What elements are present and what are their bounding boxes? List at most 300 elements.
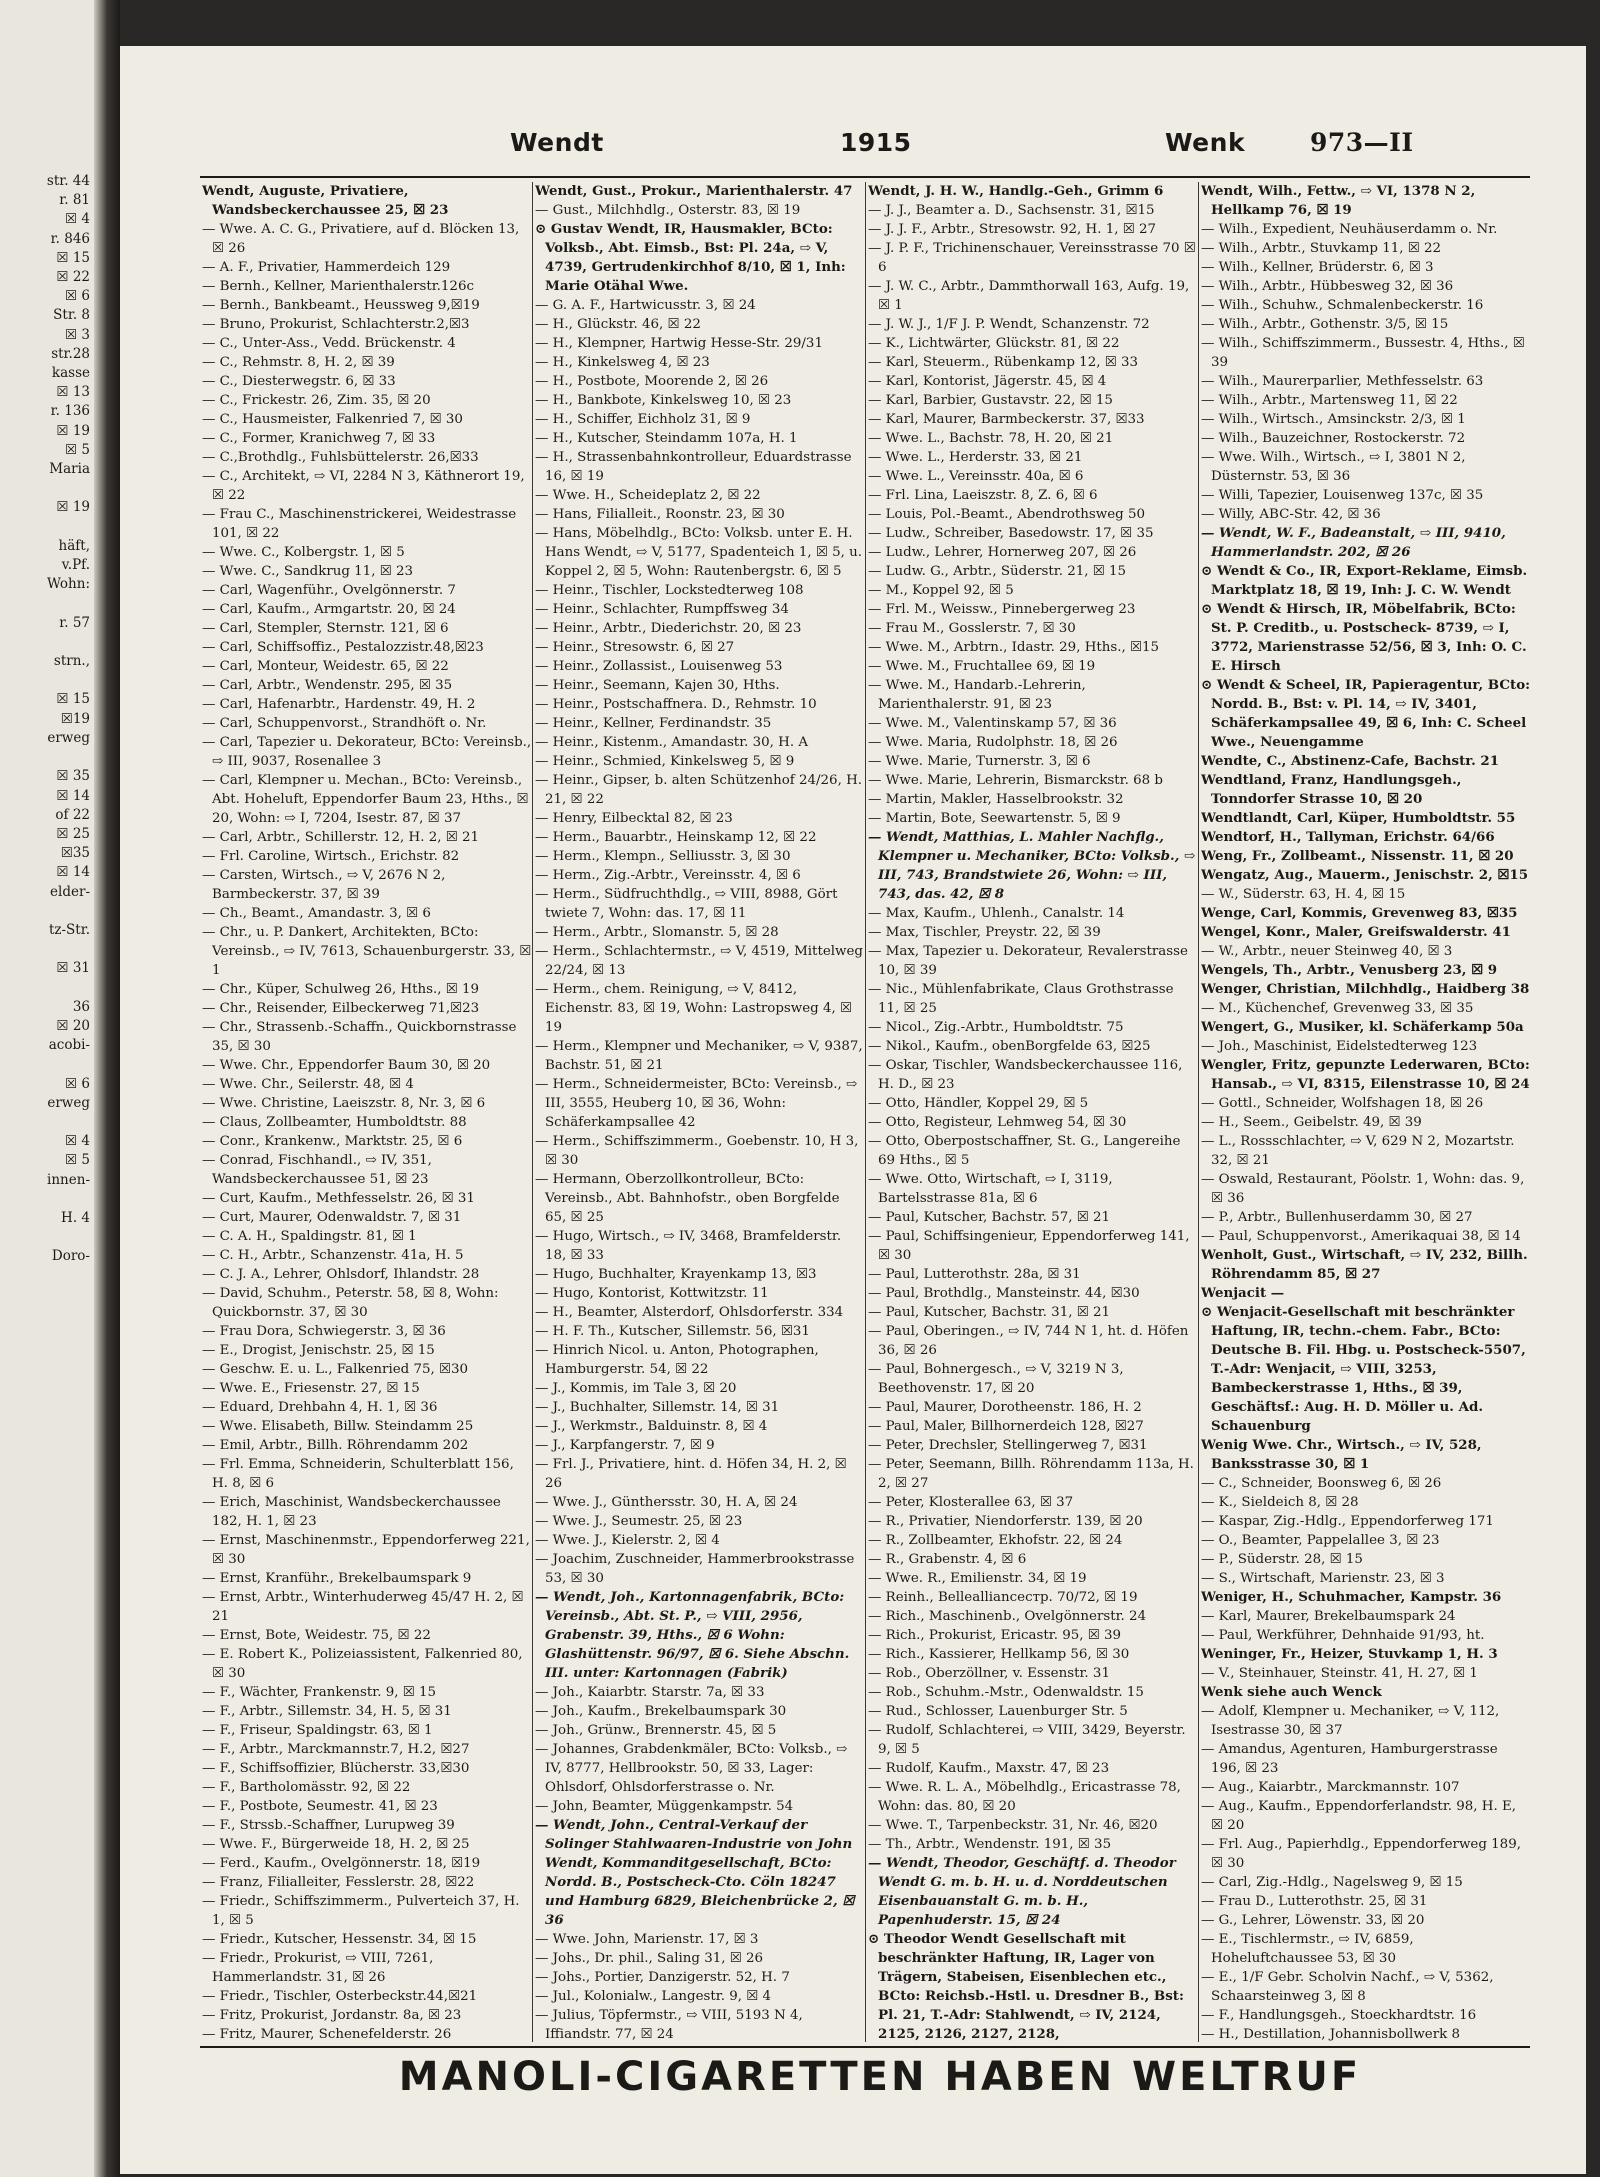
directory-entry: — Carl, Zig.-Hdlg., Nagelsweg 9, ☒ 15 xyxy=(1201,1875,1463,1890)
directory-entry: — Wilh., Expedient, Neuhäuserdamm o. Nr. xyxy=(1201,222,1498,237)
directory-entry: — Joh., Maschinist, Eidelstedterweg 123 xyxy=(1201,1039,1478,1054)
directory-entry: — Wwe. H., Scheideplatz 2, ☒ 22 xyxy=(535,488,761,503)
directory-entry: Wendt, Gust., Prokur., Marienthalerstr. 47 xyxy=(535,183,853,199)
directory-entry: — Ch., Beamt., Amandastr. 3, ☒ 6 xyxy=(202,906,431,921)
directory-entry: — Wilh., Arbtr., Gothenstr. 3/5, ☒ 15 xyxy=(1201,317,1449,332)
directory-entry: — Wwe. R., Emilienstr. 34, ☒ 19 xyxy=(868,1571,1087,1586)
header-rule xyxy=(200,176,1530,178)
directory-entry: — F., Wächter, Frankenstr. 9, ☒ 15 xyxy=(202,1685,437,1700)
directory-entry: — Chr., Küper, Schulweg 26, Hths., ☒ 19 xyxy=(202,982,480,997)
header-last-name: Wenk xyxy=(1165,128,1246,157)
directory-entry: — Wilh., Bauzeichner, Rostockerstr. 72 xyxy=(1201,431,1466,446)
facing-page-line: ☒35 xyxy=(60,845,90,862)
directory-entry: — A. F., Privatier, Hammerdeich 129 xyxy=(202,260,451,275)
directory-entry: — Wwe. J., Günthersstr. 30, H. A, ☒ 24 xyxy=(535,1495,798,1510)
facing-page-line: ☒19 xyxy=(60,710,90,727)
column-3 xyxy=(868,182,1198,2042)
directory-entry: — Paul, Kutscher, Bachstr. 31, ☒ 21 xyxy=(868,1305,1111,1320)
directory-entry: — Ernst, Arbtr., Winterhuderweg 45/47 H. 2, ☒ 21 xyxy=(202,1590,524,1624)
directory-entry: — K., Lichtwärter, Glückstr. 81, ☒ 22 xyxy=(868,336,1120,351)
directory-entry: — Heinr., Postschaffnera. D., Rehmstr. 10 xyxy=(535,697,817,712)
directory-entry: — F., Friseur, Spaldingstr. 63, ☒ 1 xyxy=(202,1723,433,1738)
directory-entry: — Herm., Klempn., Selliusstr. 3, ☒ 30 xyxy=(535,849,791,864)
directory-entry: Wenger, Christian, Milchhdlg., Haidberg 38 xyxy=(1201,981,1530,997)
directory-entry: — C. J. A., Lehrer, Ohlsdorf, Ihlandstr. 28 xyxy=(202,1267,480,1282)
directory-entry: Wendtorf, H., Tallyman, Erichstr. 64/66 xyxy=(1201,829,1495,845)
facing-page-line: erweg xyxy=(47,729,90,746)
directory-entry: — Frau D., Lutterothstr. 25, ☒ 31 xyxy=(1201,1894,1428,1909)
directory-entry: — Paul, Schuppenvorst., Amerikaquai 38, ☒ 14 xyxy=(1201,1229,1521,1244)
directory-entry: — Karl, Kontorist, Jägerstr. 45, ☒ 4 xyxy=(868,374,1107,389)
directory-entry: — Hermann, Oberzollkontrolleur, BCto: Vereinsb., Abt. Bahnhofstr., oben Borgfelde 65, ☒ 25 xyxy=(535,1172,840,1225)
directory-entry: — Conrad, Fischhandl., ⇨ IV, 351, Wandsbeckerchaussee 51, ☒ 23 xyxy=(202,1153,432,1187)
facing-page-line xyxy=(0,1113,94,1132)
facing-page-line: ☒ 4 xyxy=(65,211,90,228)
directory-entry: — Paul, Schiffsingenieur, Eppendorferweg 141, ☒ 30 xyxy=(868,1229,1190,1263)
directory-entry: — Heinr., Seemann, Kajen 30, Hths. xyxy=(535,678,780,693)
directory-entry: — Wwe. R. L. A., Möbelhdlg., Ericastrasse 78, Wohn: das. 80, ☒ 20 xyxy=(868,1780,1181,1814)
directory-entry: Wengert, G., Musiker, kl. Schäferkamp 50a xyxy=(1201,1019,1524,1035)
directory-entry: — Paul, Maurer, Dorotheenstr. 186, H. 2 xyxy=(868,1400,1142,1415)
directory-entry: — Hans, Möbelhdlg., BCto: Volksb. unter E. H. Hans Wendt, ⇨ V, 5177, Spadenteich 1, ☒ 5, u. Koppel 2, ☒ 5, Wohn: Rautenbergstr. 6, ☒ 5 xyxy=(535,526,863,579)
directory-entry: — Frl. Caroline, Wirtsch., Erichstr. 82 xyxy=(202,849,460,864)
directory-entry: — Frau C., Maschinenstrickerei, Weidestrasse 101, ☒ 22 xyxy=(202,507,517,541)
directory-entry: — Henry, Eilbecktal 82, ☒ 23 xyxy=(535,811,733,826)
directory-entry: — Peter, Seemann, Billh. Röhrendamm 113a, H. 2, ☒ 27 xyxy=(868,1457,1194,1491)
facing-page-line: r. 81 xyxy=(59,192,90,209)
directory-entry: — Willi, Tapezier, Louisenweg 137c, ☒ 35 xyxy=(1201,488,1484,503)
directory-entry: — Franz, Filialleiter, Fesslerstr. 28, ☒22 xyxy=(202,1875,475,1890)
directory-entry: — Wendt, Matthias, L. Mahler Nachflg., Klempner u. Mechaniker, BCto: Volksb., ⇨ III, 743, Brandstwiete 26, Wohn: ⇨ III, 743, das. 42, ☒ 8 xyxy=(868,829,1196,902)
directory-entry: — H., Glückstr. 46, ☒ 22 xyxy=(535,317,701,332)
directory-entry: — Wwe. Chr., Seilerstr. 48, ☒ 4 xyxy=(202,1077,414,1092)
directory-entry: ⊙ Gustav Wendt, IR, Hausmakler, BCto: Volksb., Abt. Eimsb., Bst: Pl. 24a, ⇨ V, 4739, Gertrudenkirchhof 8/10, ☒ 1, Inh: Marie Otähal Wwe. xyxy=(535,221,846,294)
directory-entry: — Friedr., Tischler, Osterbeckstr.44,☒21 xyxy=(202,1989,478,2004)
directory-entry: — Johs., Portier, Danzigerstr. 52, H. 7 xyxy=(535,1970,790,1985)
directory-entry: Wengler, Fritz, gepunzte Lederwaren, BCto: Hansab., ⇨ VI, 8315, Eilenstrasse 10, ☒ 24 xyxy=(1201,1057,1530,1092)
directory-entry: — Carl, Monteur, Weidestr. 65, ☒ 22 xyxy=(202,659,449,674)
directory-entry: Wenholt, Gust., Wirtschaft, ⇨ IV, 232, Billh. Röhrendamm 85, ☒ 27 xyxy=(1201,1247,1528,1282)
facing-page-line: ☒ 35 xyxy=(56,768,90,785)
directory-entry: — J. J. F., Arbtr., Stresowstr. 92, H. 1, ☒ 27 xyxy=(868,222,1157,237)
directory-entry: — F., Schiffsoffizier, Blücherstr. 33,☒30 xyxy=(202,1761,470,1776)
directory-entry: — Ludw., Schreiber, Basedowstr. 17, ☒ 35 xyxy=(868,526,1154,541)
directory-entry: — Paul, Werkführer, Dehnhaide 91/93, ht. xyxy=(1201,1628,1485,1643)
directory-entry: — Amandus, Agenturen, Hamburgerstrasse 196, ☒ 23 xyxy=(1201,1742,1498,1776)
facing-page-line: Maria xyxy=(49,461,90,478)
directory-entry: — K., Sieldeich 8, ☒ 28 xyxy=(1201,1495,1359,1510)
directory-entry: — Th., Arbtr., Wendenstr. 191, ☒ 35 xyxy=(868,1837,1112,1852)
directory-entry: — Joh., Kaufm., Brekelbaumspark 30 xyxy=(535,1704,787,1719)
directory-entry: — Joh., Kaiarbtr. Starstr. 7a, ☒ 33 xyxy=(535,1685,765,1700)
directory-entry: — Wendt, John., Central-Verkauf der Solinger Stahlwaaren-Industrie von John Wendt, Kommanditgesellschaft, BCto: Nordd. B., Postscheck-Cto. Cöln 18247 und Hamburg 6829, Bleichenbrücke 2, ☒ 36 xyxy=(535,1817,855,1928)
directory-entry: — Geschw. E. u. L., Falkenried 75, ☒30 xyxy=(202,1362,469,1377)
directory-entry: — Wwe. E., Friesenstr. 27, ☒ 15 xyxy=(202,1381,420,1396)
directory-entry: — Otto, Händler, Koppel 29, ☒ 5 xyxy=(868,1096,1089,1111)
directory-entry: Wenjacit — xyxy=(1201,1285,1285,1301)
directory-entry: — H. F. Th., Kutscher, Sillemstr. 56, ☒31 xyxy=(535,1324,810,1339)
directory-entry: — Frl. Emma, Schneiderin, Schulterblatt 156, H. 8, ☒ 6 xyxy=(202,1457,514,1491)
directory-entry: — E. Robert K., Polizeiassistent, Falkenried 80, ☒ 30 xyxy=(202,1647,523,1681)
directory-entry: — Karl, Barbier, Gustavstr. 22, ☒ 15 xyxy=(868,393,1113,408)
directory-entry: — Frl. Lina, Laeiszstr. 8, Z. 6, ☒ 6 xyxy=(868,488,1098,503)
directory-entry: — Max, Tapezier u. Dekorateur, Revalerstrasse 10, ☒ 39 xyxy=(868,944,1188,978)
advertisement-footer: MANOLI-CIGARETTEN HABEN WELTRUF xyxy=(398,2054,1362,2100)
directory-entry: — Fritz, Maurer, Schenefelderstr. 26 xyxy=(202,2027,452,2042)
directory-entry: — E., 1/F Gebr. Scholvin Nachf., ⇨ V, 5362, Schaarsteinweg 3, ☒ 8 xyxy=(1201,1970,1494,2004)
directory-entry: — C., Architekt, ⇨ VI, 2284 N 3, Käthnerort 19, ☒ 22 xyxy=(202,469,525,503)
directory-entry: — C., Frickestr. 26, Zim. 35, ☒ 20 xyxy=(202,393,431,408)
directory-entry: — Nic., Mühlenfabrikate, Claus Grothstrasse 11, ☒ 25 xyxy=(868,982,1174,1016)
directory-entry: — Fritz, Prokurist, Jordanstr. 8a, ☒ 23 xyxy=(202,2008,462,2023)
running-header xyxy=(120,128,1586,168)
facing-page-line: ☒ 15 xyxy=(56,249,90,266)
directory-entry: — Wilh., Maurerparlier, Methfesselstr. 63 xyxy=(1201,374,1484,389)
facing-page-line: Doro- xyxy=(51,1248,90,1265)
directory-entry: — Joh., Grünw., Brennerstr. 45, ☒ 5 xyxy=(535,1723,777,1738)
directory-entry: — Friedr., Prokurist, ⇨ VIII, 7261, Hammerlandstr. 31, ☒ 26 xyxy=(202,1951,434,1985)
facing-page-line: Str. 8 xyxy=(53,307,90,324)
directory-entry: — O., Beamter, Pappelallee 3, ☒ 23 xyxy=(1201,1533,1440,1548)
directory-entry: — Aug., Kaufm., Eppendorferlandstr. 98, H. E, ☒ 20 xyxy=(1201,1799,1517,1833)
directory-entry: — Johannes, Grabdenkmäler, BCto: Volksb., ⇨ IV, 8777, Hellbrookstr. 50, ☒ 33, Lager: Ohlsdorf, Ohlsdorferstrasse o. Nr. xyxy=(535,1742,848,1795)
directory-entry: — Joachim, Zuschneider, Hammerbrookstrasse 53, ☒ 30 xyxy=(535,1552,855,1586)
facing-page-line: ☒ 13 xyxy=(56,384,90,401)
directory-entry: — Curt, Maurer, Odenwaldstr. 7, ☒ 31 xyxy=(202,1210,462,1225)
directory-entry: — Carl, Stempler, Sternstr. 121, ☒ 6 xyxy=(202,621,449,636)
directory-entry: Wenk siehe auch Wenck xyxy=(1201,1684,1382,1700)
directory-entry: — Ludw. G., Arbtr., Süderstr. 21, ☒ 15 xyxy=(868,564,1127,579)
directory-entry: — Curt, Kaufm., Methfesselstr. 26, ☒ 31 xyxy=(202,1191,475,1206)
directory-entry: — Bernh., Bankbeamt., Heussweg 9,☒19 xyxy=(202,298,480,313)
directory-entry: Wendtland, Franz, Handlungsgeh., Tonndorfer Strasse 10, ☒ 20 xyxy=(1201,772,1462,807)
facing-page-line xyxy=(0,671,94,690)
directory-entry: — Herm., Zig.-Arbtr., Vereinsstr. 4, ☒ 6 xyxy=(535,868,801,883)
column-divider xyxy=(532,182,533,2042)
directory-entry: — Carl, Schiffsoffiz., Pestalozzistr.48,☒23 xyxy=(202,640,484,655)
directory-entry: — Paul, Brothdlg., Mansteinstr. 44, ☒30 xyxy=(868,1286,1140,1301)
directory-entry: — Herm., Bauarbtr., Heinskamp 12, ☒ 22 xyxy=(535,830,817,845)
directory-entry: — Eduard, Drehbahn 4, H. 1, ☒ 36 xyxy=(202,1400,438,1415)
directory-entry: — R., Zollbeamter, Ekhofstr. 22, ☒ 24 xyxy=(868,1533,1123,1548)
facing-page-line xyxy=(0,902,94,921)
directory-entry: — J., Karpfangerstr. 7, ☒ 9 xyxy=(535,1438,715,1453)
directory-entry: — F., Postbote, Seumestr. 41, ☒ 23 xyxy=(202,1799,438,1814)
directory-entry: — Oskar, Tischler, Wandsbeckerchaussee 116, H. D., ☒ 23 xyxy=(868,1058,1183,1092)
directory-entry: — Herm., Schlachtermstr., ⇨ V, 4519, Mittelweg 22/24, ☒ 13 xyxy=(535,944,863,978)
facing-page-line: strn., xyxy=(53,653,90,670)
column-1 xyxy=(202,182,532,2042)
directory-entry: — Peter, Drechsler, Stellingerweg 7, ☒31 xyxy=(868,1438,1148,1453)
directory-entry: — Herm., chem. Reinigung, ⇨ V, 8412, Eichenstr. 83, ☒ 19, Wohn: Lastropsweg 4, ☒ 19 xyxy=(535,982,853,1035)
directory-entry: — Ernst, Maschinenmstr., Eppendorferweg 221, ☒ 30 xyxy=(202,1533,530,1567)
directory-entry: — Rudolf, Kaufm., Maxstr. 47, ☒ 23 xyxy=(868,1761,1110,1776)
directory-entry: — Max, Tischler, Preystr. 22, ☒ 39 xyxy=(868,925,1101,940)
header-first-name: Wendt xyxy=(510,128,604,157)
directory-entry: — G. A. F., Hartwicusstr. 3, ☒ 24 xyxy=(535,298,756,313)
directory-entry: — Conr., Krankenw., Marktstr. 25, ☒ 6 xyxy=(202,1134,463,1149)
directory-entry: — C.,Brothdlg., Fuhlsbüttelerstr. 26,☒33 xyxy=(202,450,479,465)
directory-entry: — Herm., Schneidermeister, BCto: Vereinsb., ⇨ III, 3555, Heuberg 10, ☒ 36, Wohn: Schäferkampsallee 42 xyxy=(535,1077,858,1130)
directory-entry: — M., Küchenchef, Grevenweg 33, ☒ 35 xyxy=(1201,1001,1474,1016)
directory-entry: — Frl. M., Weissw., Pinnebergerweg 23 xyxy=(868,602,1136,617)
directory-entry: — Bruno, Prokurist, Schlachterstr.2,☒3 xyxy=(202,317,470,332)
facing-page-line: ☒ 3 xyxy=(65,326,90,343)
directory-entry: — Wendt, W. F., Badeanstalt, ⇨ III, 9410, Hammerlandstr. 202, ☒ 26 xyxy=(1201,525,1506,560)
directory-entry: — Rich., Prokurist, Ericastr. 95, ☒ 39 xyxy=(868,1628,1122,1643)
directory-entry: — F., Arbtr., Sillemstr. 34, H. 5, ☒ 31 xyxy=(202,1704,452,1719)
facing-page-line: H. 4 xyxy=(61,1209,90,1226)
directory-entry: Wengels, Th., Arbtr., Venusberg 23, ☒ 9 xyxy=(1201,962,1498,978)
directory-entry: — Wwe. L., Bachstr. 78, H. 20, ☒ 21 xyxy=(868,431,1114,446)
directory-entry: — Karl, Steuerm., Rübenkamp 12, ☒ 33 xyxy=(868,355,1139,370)
facing-page-line: r. 846 xyxy=(50,230,90,247)
directory-entry: — Paul, Kutscher, Bachstr. 57, ☒ 21 xyxy=(868,1210,1111,1225)
directory-entry: — W., Süderstr. 63, H. 4, ☒ 15 xyxy=(1201,887,1406,902)
directory-entry: — Wwe. Otto, Wirtschaft, ⇨ I, 3119, Bartelsstrasse 81a, ☒ 6 xyxy=(868,1172,1113,1206)
directory-entry: — Chr., Reisender, Eilbeckerweg 71,☒23 xyxy=(202,1001,480,1016)
directory-entry: — Willy, ABC-Str. 42, ☒ 36 xyxy=(1201,507,1381,522)
book-gutter xyxy=(94,0,120,2177)
directory-entry: — Otto, Oberpostschaffner, St. G., Langereihe 69 Hths., ☒ 5 xyxy=(868,1134,1181,1168)
facing-page-line: kasse xyxy=(51,365,90,382)
facing-page-line: ☒ 22 xyxy=(56,269,90,286)
directory-entry: Weniger, H., Schuhmacher, Kampstr. 36 xyxy=(1201,1589,1502,1605)
directory-entry: — M., Koppel 92, ☒ 5 xyxy=(868,583,1014,598)
facing-page-line: ☒ 14 xyxy=(56,787,90,804)
directory-entry: — H., Seem., Geibelstr. 49, ☒ 39 xyxy=(1201,1115,1422,1130)
directory-entry: — S., Wirtschaft, Marienstr. 23, ☒ 3 xyxy=(1201,1571,1445,1586)
facing-page-line: ☒ 4 xyxy=(65,1133,90,1150)
directory-entry: — Wendt, Theodor, Geschäftf. d. Theodor Wendt G. m. b. H. u. d. Norddeutschen Eisenbauanstalt G. m. b. H., Papenhuderstr. 15, ☒ 24 xyxy=(868,1855,1176,1928)
facing-page-line: r. 57 xyxy=(59,614,90,631)
directory-entry: — Heinr., Gipser, b. alten Schützenhof 24/26, H. 21, ☒ 22 xyxy=(535,773,863,807)
facing-page-line xyxy=(0,979,94,998)
directory-entry: — Chr., Strassenb.-Schaffn., Quickbornstrasse 35, ☒ 30 xyxy=(202,1020,517,1054)
directory-entry: — Wendt, Joh., Kartonnagenfabrik, BCto: Vereinsb., Abt. St. P., ⇨ VIII, 2956, Grabenstr. 39, Hths., ☒ 6 Wohn: Glashüttenstr. 96/97, ☒ 6. Siehe Abschn. III. unter: Kartonnagen (Fabrik) xyxy=(535,1589,850,1681)
directory-entry: — C., Schneider, Boonsweg 6, ☒ 26 xyxy=(1201,1476,1442,1491)
directory-entry: — Wwe. L., Vereinsstr. 40a, ☒ 6 xyxy=(868,469,1084,484)
directory-entry: — Herm., Klempner und Mechaniker, ⇨ V, 9387, Bachstr. 51, ☒ 21 xyxy=(535,1039,863,1073)
directory-entry: ⊙ Wenjacit-Gesellschaft mit beschränkter Haftung, IR, techn.-chem. Fabr., BCto: Deutsche B. Fil. Hbg. u. Postscheck-5507, T.-Adr: Wenjacit, ⇨ VIII, 3253, Bambeckerstrasse 1, Hths., ☒ 39, Geschäftsf.: Aug. H. D. Möller u. Ad. Schauenburg xyxy=(1201,1304,1526,1434)
directory-entry: — Carl, Hafenarbtr., Hardenstr. 49, H. 2 xyxy=(202,697,476,712)
facing-page-line: ☒ 14 xyxy=(56,864,90,881)
directory-entry: — Wwe. A. C. G., Privatiere, auf d. Blöcken 13, ☒ 26 xyxy=(202,222,520,256)
directory-entry: — Friedr., Kutscher, Hessenstr. 34, ☒ 15 xyxy=(202,1932,477,1947)
directory-entry: — Adolf, Klempner u. Mechaniker, ⇨ V, 112, Isestrasse 30, ☒ 37 xyxy=(1201,1704,1500,1738)
directory-entry: — Peter, Klosterallee 63, ☒ 37 xyxy=(868,1495,1074,1510)
facing-page-line xyxy=(0,594,94,613)
directory-entry: — Hugo, Buchhalter, Krayenkamp 13, ☒3 xyxy=(535,1267,817,1282)
directory-entry: — Nikol., Kaufm., obenBorgfelde 63, ☒25 xyxy=(868,1039,1151,1054)
directory-entry: — Karl, Maurer, Barmbeckerstr. 37, ☒33 xyxy=(868,412,1145,427)
directory-entry: — F., Bartholomässtr. 92, ☒ 22 xyxy=(202,1780,411,1795)
directory-entry: Wendt, Auguste, Privatiere, Wandsbeckerchaussee 25, ☒ 23 xyxy=(202,183,449,218)
directory-entry: — Wilh., Arbtr., Martensweg 11, ☒ 22 xyxy=(1201,393,1458,408)
directory-entry: — Wwe. J., Seumestr. 25, ☒ 23 xyxy=(535,1514,743,1529)
header-year: 1915 xyxy=(840,128,912,157)
facing-page-line xyxy=(0,940,94,959)
directory-entry: — H., Schiffer, Eichholz 31, ☒ 9 xyxy=(535,412,751,427)
directory-entry: — Wwe. M., Valentinskamp 57, ☒ 36 xyxy=(868,716,1117,731)
facing-page-line xyxy=(0,748,94,767)
directory-entry: — Wwe. John, Marienstr. 17, ☒ 3 xyxy=(535,1932,759,1947)
directory-entry: — Erich, Maschinist, Wandsbeckerchaussee 182, H. 1, ☒ 23 xyxy=(202,1495,501,1529)
facing-page-line: v.Pf. xyxy=(61,557,90,574)
directory-entry: — P., Süderstr. 28, ☒ 15 xyxy=(1201,1552,1363,1567)
directory-entry: — Heinr., Zollassist., Louisenweg 53 xyxy=(535,659,783,674)
directory-entry: — J. P. F., Trichinenschauer, Vereinsstrasse 70 ☒ 6 xyxy=(868,241,1196,275)
directory-entry: — Wwe. Chr., Eppendorfer Baum 30, ☒ 20 xyxy=(202,1058,491,1073)
directory-entry: — C., Unter-Ass., Vedd. Brückenstr. 4 xyxy=(202,336,456,351)
column-4 xyxy=(1201,182,1531,2042)
directory-entry: — Paul, Lutterothstr. 28a, ☒ 31 xyxy=(868,1267,1081,1282)
directory-entry: — Rob., Oberzöllner, v. Essenstr. 31 xyxy=(868,1666,1110,1681)
column-2 xyxy=(535,182,865,2042)
directory-entry: — J., Werkmstr., Balduinstr. 8, ☒ 4 xyxy=(535,1419,768,1434)
directory-entry: — G., Lehrer, Löwenstr. 33, ☒ 20 xyxy=(1201,1913,1425,1928)
directory-entry: — Claus, Zollbeamter, Humboldtstr. 88 xyxy=(202,1115,467,1130)
directory-entry: Wendtlandt, Carl, Küper, Humboldtstr. 55 xyxy=(1201,810,1516,826)
directory-entry: Wenig Wwe. Chr., Wirtsch., ⇨ IV, 528, Banksstrasse 30, ☒ 1 xyxy=(1201,1437,1482,1472)
directory-entry: Weninger, Fr., Heizer, Stuvkamp 1, H. 3 xyxy=(1201,1646,1498,1662)
directory-entry: — Wwe. Christine, Laeiszstr. 8, Nr. 3, ☒ 6 xyxy=(202,1096,486,1111)
directory-entry: — C., Rehmstr. 8, H. 2, ☒ 39 xyxy=(202,355,395,370)
directory-entry: — Wwe. F., Bürgerweide 18, H. 2, ☒ 25 xyxy=(202,1837,470,1852)
facing-page-line: ☒ 6 xyxy=(65,1075,90,1092)
facing-page-line: erweg xyxy=(47,1094,90,1111)
directory-entry: — Wilh., Kellner, Brüderstr. 6, ☒ 3 xyxy=(1201,260,1434,275)
directory-entry: — Wwe. T., Tarpenbeckstr. 31, Nr. 46, ☒20 xyxy=(868,1818,1158,1833)
directory-entry: Wendte, C., Abstinenz-Cafe, Bachstr. 21 xyxy=(1201,753,1500,769)
directory-entry: — Paul, Maler, Billhornerdeich 128, ☒27 xyxy=(868,1419,1144,1434)
directory-entry: — Chr., u. P. Dankert, Architekten, BCto: Vereinsb., ⇨ IV, 7613, Schauenburgerstr. 33, ☒ 1 xyxy=(202,925,532,978)
facing-page-line: r. 136 xyxy=(50,403,90,420)
directory-entry: — H., Beamter, Alsterdorf, Ohlsdorferstr. 334 xyxy=(535,1305,844,1320)
facing-page-line: acobi- xyxy=(48,1037,90,1054)
directory-entry: — Otto, Registeur, Lehmweg 54, ☒ 30 xyxy=(868,1115,1127,1130)
directory-entry: — Karl, Maurer, Brekelbaumspark 24 xyxy=(1201,1609,1456,1624)
directory-entry: Wendt, J. H. W., Handlg.-Geh., Grimm 6 xyxy=(868,183,1164,199)
directory-entry: — Herm., Südfruchthdlg., ⇨ VIII, 8988, Gört​twiete 7, Wohn: das. 17, ☒ 11 xyxy=(535,887,838,921)
directory-entry: — Wwe. L., Herderstr. 33, ☒ 21 xyxy=(868,450,1083,465)
directory-entry: — C., Former, Kranichweg 7, ☒ 33 xyxy=(202,431,436,446)
directory-entry: — J., Buchhalter, Sillemstr. 14, ☒ 31 xyxy=(535,1400,780,1415)
directory-entry: — Heinr., Arbtr., Diederichstr. 20, ☒ 23 xyxy=(535,621,802,636)
facing-page-text xyxy=(0,172,94,1267)
directory-entry: — David, Schuhm., Peterstr. 58, ☒ 8, Wohn: Quickbornstr. 37, ☒ 30 xyxy=(202,1286,499,1320)
facing-page-line: str. 44 xyxy=(46,173,90,189)
directory-entry: — Frl. J., Privatiere, hint. d. Höfen 34, H. 2, ☒ 26 xyxy=(535,1457,847,1491)
directory-entry: — J. W. J., 1/F J. P. Wendt, Schanzenstr. 72 xyxy=(868,317,1150,332)
directory-entry: — C., Hausmeister, Falkenried 7, ☒ 30 xyxy=(202,412,463,427)
facing-page-line xyxy=(0,1190,94,1209)
directory-entry: — Rich., Kassierer, Hellkamp 56, ☒ 30 xyxy=(868,1647,1130,1662)
directory-entry: — Hinrich Nicol. u. Anton, Photographen, Hamburgerstr. 54, ☒ 22 xyxy=(535,1343,819,1377)
directory-entry: — Carl, Klempner u. Mechan., BCto: Vereinsb., Abt. Hoheluft, Eppendorfer Baum 23, Hths., ☒ 20, Wohn: ⇨ I, 7204, Isestr. 87, ☒ 37 xyxy=(202,773,529,826)
directory-entry: — Carl, Arbtr., Schillerstr. 12, H. 2, ☒ 21 xyxy=(202,830,480,845)
directory-entry: — Wilh., Arbtr., Stuvkamp 11, ☒ 22 xyxy=(1201,241,1442,256)
directory-entry: — Kaspar, Zig.-Hdlg., Eppendorferweg 171 xyxy=(1201,1514,1494,1529)
directory-entry: — Wilh., Schiffszimmerm., Bussestr. 4, Hths., ☒ 39 xyxy=(1201,336,1525,370)
facing-page-line: ☒ 15 xyxy=(56,691,90,708)
directory-entry: — Ernst, Bote, Weidestr. 75, ☒ 22 xyxy=(202,1628,431,1643)
facing-page-line: häft, xyxy=(58,537,90,554)
directory-entry: — H., Strassenbahnkontrolleur, Eduardstrasse 16, ☒ 19 xyxy=(535,450,852,484)
facing-page-line: Wohn: xyxy=(46,576,90,593)
directory-entry: — Frau M., Gosslerstr. 7, ☒ 30 xyxy=(868,621,1076,636)
directory-entry: — Heinr., Schmied, Kinkelsweg 5, ☒ 9 xyxy=(535,754,795,769)
directory-entry: — P., Arbtr., Bullenhuserdamm 30, ☒ 27 xyxy=(1201,1210,1473,1225)
directory-entry: — Herm., Arbtr., Slomanstr. 5, ☒ 28 xyxy=(535,925,779,940)
directory-entry: — F., Strssb.-Schaffner, Lurupweg 39 xyxy=(202,1818,455,1833)
directory-entry: — W., Arbtr., neuer Steinweg 40, ☒ 3 xyxy=(1201,944,1453,959)
facing-page-line: ☒ 5 xyxy=(65,1152,90,1169)
directory-entry: — F., Arbtr., Marckmannstr.7, H.2, ☒27 xyxy=(202,1742,470,1757)
directory-entry: — R., Grabenstr. 4, ☒ 6 xyxy=(868,1552,1027,1567)
directory-entry: — Frau Dora, Schwiegerstr. 3, ☒ 36 xyxy=(202,1324,446,1339)
directory-entry: — Carl, Schuppenvorst., Strandhöft o. Nr. xyxy=(202,716,487,731)
directory-entry: — J., Kommis, im Tale 3, ☒ 20 xyxy=(535,1381,737,1396)
directory-entry: — Reinh., Belleallianceстр. 70/72, ☒ 19 xyxy=(868,1590,1138,1605)
directory-entry: — Ludw., Lehrer, Hornerweg 207, ☒ 26 xyxy=(868,545,1137,560)
directory-entry: — Rich., Maschinenb., Ovelgönnerstr. 24 xyxy=(868,1609,1147,1624)
directory-entry: — F., Handlungsgeh., Stoeckhardtstr. 16 xyxy=(1201,2008,1477,2023)
directory-entry: — Wwe. Elisabeth, Billw. Steindamm 25 xyxy=(202,1419,474,1434)
directory-entry: — H., Kinkelsweg 4, ☒ 23 xyxy=(535,355,710,370)
directory-entry: — Wwe. Marie, Lehrerin, Bismarckstr. 68 b xyxy=(868,773,1163,788)
directory-entry: — Louis, Pol.-Beamt., Abendrothsweg 50 xyxy=(868,507,1146,522)
facing-page-line xyxy=(0,1228,94,1247)
directory-entry: — Martin, Makler, Hasselbrookstr. 32 xyxy=(868,792,1124,807)
facing-page-line xyxy=(0,479,94,498)
directory-entry: — Wilh., Arbtr., Hübbesweg 32, ☒ 36 xyxy=(1201,279,1454,294)
directory-entry: — Ernst, Kranführ., Brekelbaumspark 9 xyxy=(202,1571,472,1586)
directory-entry: — Rob., Schuhm.-Mstr., Odenwaldstr. 15 xyxy=(868,1685,1144,1700)
directory-entry: Wenge, Carl, Kommis, Grevenweg 83, ☒35 xyxy=(1201,905,1518,921)
directory-entry: — E., Tischlermstr., ⇨ IV, 6859, Hoheluftchaussee 53, ☒ 30 xyxy=(1201,1932,1414,1966)
directory-entry: — Heinr., Tischler, Lockstedterweg 108 xyxy=(535,583,804,598)
page-number: 973—II xyxy=(1310,128,1414,157)
directory-entry: — Paul, Oberingen., ⇨ IV, 744 N 1, ht. d. Höfen 36, ☒ 26 xyxy=(868,1324,1189,1358)
directory-entry: ⊙ Wendt & Co., IR, Export-Reklame, Eimsb. Marktplatz 18, ☒ 19, Inh: J. C. W. Wendt xyxy=(1201,563,1528,598)
facing-page-line: ☒ 25 xyxy=(56,825,90,842)
directory-entry: — C. H., Arbtr., Schanzenstr. 41a, H. 5 xyxy=(202,1248,464,1263)
directory-page xyxy=(120,46,1586,2174)
directory-entry: — Carl, Wagenführ., Ovelgönnerstr. 7 xyxy=(202,583,456,598)
facing-page-line: 36 xyxy=(72,998,90,1015)
directory-entry: ⊙ Wendt & Scheel, IR, Papieragentur, BCto: Nordd. B., Bst: v. Pl. 14, ⇨ IV, 3401, Schäferkampsallee 49, ☒ 6, Inh: C. Scheel Wwe., Neuengamme xyxy=(1201,677,1531,750)
facing-page-line: ☒ 19 xyxy=(56,499,90,516)
directory-entry: — Rudolf, Schlachterei, ⇨ VIII, 3429, Beyerstr. 9, ☒ 5 xyxy=(868,1723,1186,1757)
facing-page-line xyxy=(0,633,94,652)
directory-entry: — Wwe. Wilh., Wirtsch., ⇨ I, 3801 N 2, Düsternstr. 53, ☒ 36 xyxy=(1201,450,1466,484)
directory-entry: — Carl, Kaufm., Armgartstr. 20, ☒ 24 xyxy=(202,602,456,617)
directory-entry: — Wwe. Marie, Turnerstr. 3, ☒ 6 xyxy=(868,754,1091,769)
facing-page-line: ☒ 19 xyxy=(56,422,90,439)
directory-entry: — Wwe. J., Kielerstr. 2, ☒ 4 xyxy=(535,1533,720,1548)
directory-entry: — Heinr., Kistenm., Amandastr. 30, H. A xyxy=(535,735,809,750)
directory-entry: — Johs., Dr. phil., Saling 31, ☒ 26 xyxy=(535,1951,764,1966)
facing-page-line: ☒ 20 xyxy=(56,1017,90,1034)
directory-entry: — Martin, Bote, Seewartenstr. 5, ☒ 9 xyxy=(868,811,1121,826)
directory-entry: Wengatz, Aug., Mauerm., Jenischstr. 2, ☒15 xyxy=(1201,867,1529,883)
directory-entry: ⊙ Wendt & Hirsch, IR, Möbelfabrik, BCto: St. P. Creditb., u. Postscheck- 8739, ⇨ I, 3772, Marienstrasse 52/56, ☒ 3, Inh: O. C. E. Hirsch xyxy=(1201,601,1527,674)
facing-page-line xyxy=(0,518,94,537)
directory-entry: — Wwe. Maria, Rudolphstr. 18, ☒ 26 xyxy=(868,735,1118,750)
facing-page-line xyxy=(0,1055,94,1074)
directory-entry: — Paul, Bohnergesch., ⇨ V, 3219 N 3, Beethovenstr. 17, ☒ 20 xyxy=(868,1362,1124,1396)
